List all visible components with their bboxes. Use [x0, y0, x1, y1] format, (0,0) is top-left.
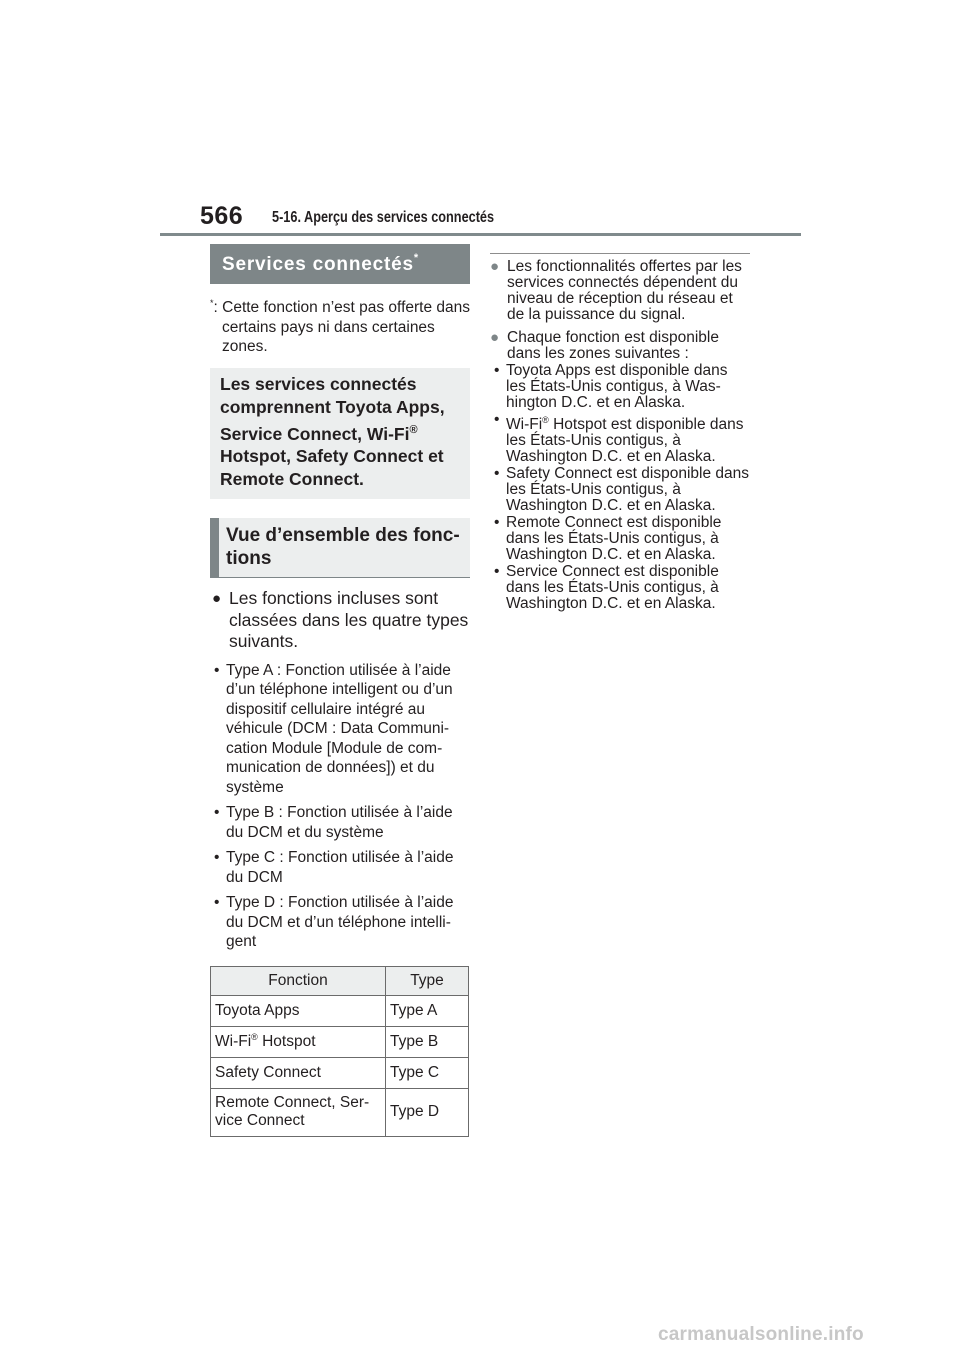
footnote: *: Cette fonction n’est pas offerte dans certains pays ni dans certaines zones. — [210, 298, 470, 356]
table-row: Toyota Apps Type A — [211, 995, 469, 1026]
zone-item: • Remote Connect est disponible dans les États-Unis contigus, à Washington D.C. et en Alaska. — [494, 514, 722, 564]
left-column — [210, 244, 470, 1137]
list-item: • Type D : Fonction utilisée à l’aide du DCM et d’un téléphone intelli- gent — [214, 894, 454, 951]
watermark: carmanualsonline.info — [658, 1324, 864, 1345]
zone-item: • Safety Connect est disponible dans les États-Unis contigus, à Washington D.C. et en Alaska. — [494, 465, 749, 515]
bullet-dot-icon: ● — [490, 258, 500, 275]
bullet-dot-icon: ● — [212, 590, 222, 608]
page-number: 566 — [200, 202, 244, 230]
info-bullet: ● Chaque fonction est disponible dans les zones suivantes : — [490, 329, 719, 362]
type-list — [210, 661, 470, 952]
column-header-type: Type — [386, 966, 469, 995]
column-header-fonction: Fonction — [211, 966, 386, 995]
info-bullet: ● Les fonctionnalités offertes par les services connectés dépendent du niveau de réception du réseau et de la puissance du signal. — [490, 258, 742, 323]
zone-item: • Toyota Apps est disponible dans les États-Unis contigus, à Was- hington D.C. et en Alaska. — [494, 362, 728, 411]
section-title: 5-16. Aperçu des services connectés — [272, 209, 495, 226]
summary-box: Les services connectés comprennent Toyota Apps, Service Connect, Wi-Fi® Hotspot, Safety Connect et Remote Connect. — [210, 368, 470, 500]
table-header-row — [211, 966, 469, 995]
list-item: • Type B : Fonction utilisée à l’aide du DCM et du système — [214, 804, 453, 841]
section-band-title: Services connectés* — [210, 244, 470, 284]
table-row: Safety Connect Type C — [211, 1057, 469, 1088]
zone-item: • Wi-Fi® Hotspot est disponible dans les États-Unis contigus, à Washington D.C. et en Alaska. — [494, 411, 744, 466]
list-item: • Type A : Fonction utilisée à l’aide d’un téléphone intelligent ou d’un dispositif cellulaire intégré au véhicule (DCM : Data Communi- cation Module [Module de com- munication de données]) et du système — [214, 661, 453, 796]
right-column — [490, 253, 750, 613]
right-divider — [490, 253, 750, 254]
table-row: Remote Connect, Ser- vice Connect Type D — [211, 1088, 469, 1136]
function-table — [210, 966, 469, 1137]
overview-heading: Vue d’ensemble des fonc- tions — [210, 518, 470, 578]
bullet-dot-icon: ● — [490, 329, 500, 346]
table-row: Wi-Fi® Hotspot Type B — [211, 1026, 469, 1057]
header-divider — [160, 233, 801, 236]
list-item: • Type C : Fonction utilisée à l’aide du DCM — [214, 849, 454, 886]
zone-item: • Service Connect est disponible dans les États-Unis contigus, à Washington D.C. et en Alaska. — [494, 563, 719, 613]
bullet-main: ● Les fonctions incluses sont classées dans les quatre types suivants. — [212, 588, 469, 652]
